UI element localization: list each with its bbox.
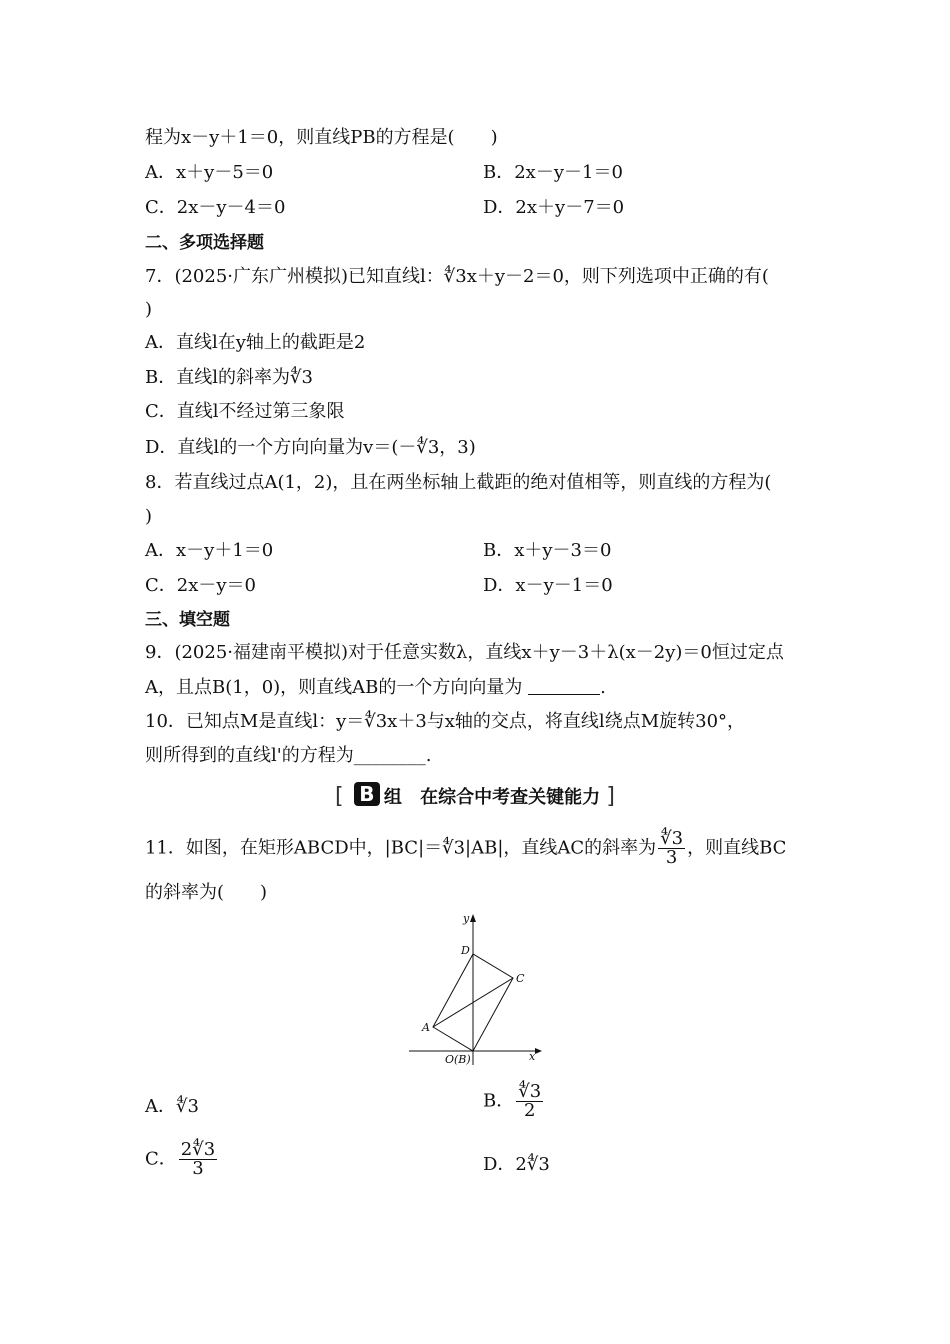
group-title: 在综合中考查关键能力 [420, 787, 601, 808]
fraction-denominator: 2 [523, 1100, 536, 1121]
q10-stem-cont: 则所得到的直线l'的方程为________. [145, 745, 432, 766]
q11-stem-pre: 11．如图，在矩形ABCD中，|BC|＝∜3|AB|，直线AC的斜率为 [145, 837, 657, 859]
q8-stem: 8．若直线过点A(1，2)，且在两坐标轴上截距的绝对值相等，则直线的方程为( [145, 472, 772, 493]
q11-option-a: A．∜3 [145, 1096, 199, 1117]
q9-period: . [600, 677, 606, 698]
q8-option-d: D．x－y－1＝0 [483, 575, 613, 596]
section-heading-multiple-choice: 二、多项选择题 [145, 233, 264, 253]
fraction-denominator: 3 [665, 847, 678, 868]
q8-option-c: C．2x－y＝0 [145, 575, 256, 596]
q9-stem: 9．(2025·福建南平模拟)对于任意实数λ，直线x＋y－3＋λ(x－2y)＝0恒过定点 [145, 642, 784, 663]
rectangle-figure [405, 910, 545, 1070]
q10-stem: 10．已知点M是直线l：y＝∜3x＋3与x轴的交点，将直线l绕点M旋转30°， [145, 711, 746, 732]
q11-stem-cont: 的斜率为( ) [145, 882, 268, 903]
q11-slope-fraction [658, 830, 685, 867]
q8-option-b: B．x＋y－3＝0 [483, 540, 612, 561]
q11-stem [145, 830, 786, 867]
fraction-numerator: ∜3 [518, 1081, 542, 1102]
x-axis-arrow [535, 1048, 542, 1054]
fraction-numerator: 2∜3 [180, 1139, 216, 1160]
q7-option-d: D．直线l的一个方向向量为v＝(－∜3，3) [145, 437, 476, 458]
q6-option-b: B．2x－y－1＝0 [483, 162, 623, 183]
q6-stem-tail: 程为x－y＋1＝0，则直线PB的方程是( ) [145, 127, 498, 148]
q11-option-c-label: C． [145, 1148, 177, 1170]
q8-stem-cont: ) [145, 506, 153, 527]
q6-option-c: C．2x－y－4＝0 [145, 197, 286, 218]
q11-option-b-fraction [516, 1083, 543, 1120]
q11-option-d: D．2∜3 [483, 1154, 550, 1175]
coordinate-diagram [405, 910, 545, 1070]
q6-option-a: A．x＋y－5＝0 [145, 162, 274, 183]
label-ob: O(B) [445, 1053, 471, 1066]
q11-option-b [483, 1083, 545, 1120]
q7-stem: 7．(2025·广东广州模拟)已知直线l：∜3x＋y－2＝0，则下列选项中正确的有( [145, 266, 769, 287]
q9-stem-cont [145, 676, 606, 700]
y-axis-arrow [470, 914, 476, 922]
label-y: y [463, 912, 470, 925]
q11-option-c [145, 1141, 219, 1178]
q11-stem-post: ，则直线BC [687, 837, 787, 859]
section-heading-fill-in: 三、填空题 [145, 610, 230, 630]
q7-option-b: B．直线l的斜率为∜3 [145, 367, 313, 388]
group-word: 组 [383, 787, 402, 808]
group-letter-badge: B [354, 782, 380, 806]
q9-answer-blank [528, 676, 600, 695]
group-b-banner [0, 782, 950, 812]
banner-left-bracket: [ [334, 784, 344, 809]
q8-option-a: A．x－y＋1＝0 [145, 540, 274, 561]
q7-option-a: A．直线l在y轴上的截距是2 [145, 332, 366, 353]
label-a: A [422, 1021, 430, 1034]
fraction-denominator: 3 [192, 1158, 204, 1179]
q11-option-b-label: B． [483, 1090, 515, 1112]
q9-stem-text: A，且点B(1，0)，则直线AB的一个方向向量为 [145, 677, 523, 698]
q7-stem-cont: ) [145, 299, 153, 320]
fraction-numerator: ∜3 [660, 828, 684, 849]
label-x: x [529, 1050, 536, 1063]
q11-option-c-fraction [179, 1141, 217, 1178]
label-c: C [516, 972, 525, 985]
q7-option-c: C．直线l不经过第三象限 [145, 401, 345, 422]
banner-right-bracket: ] [606, 784, 616, 809]
label-d: D [461, 944, 470, 957]
q6-option-d: D．2x＋y－7＝0 [483, 197, 625, 218]
